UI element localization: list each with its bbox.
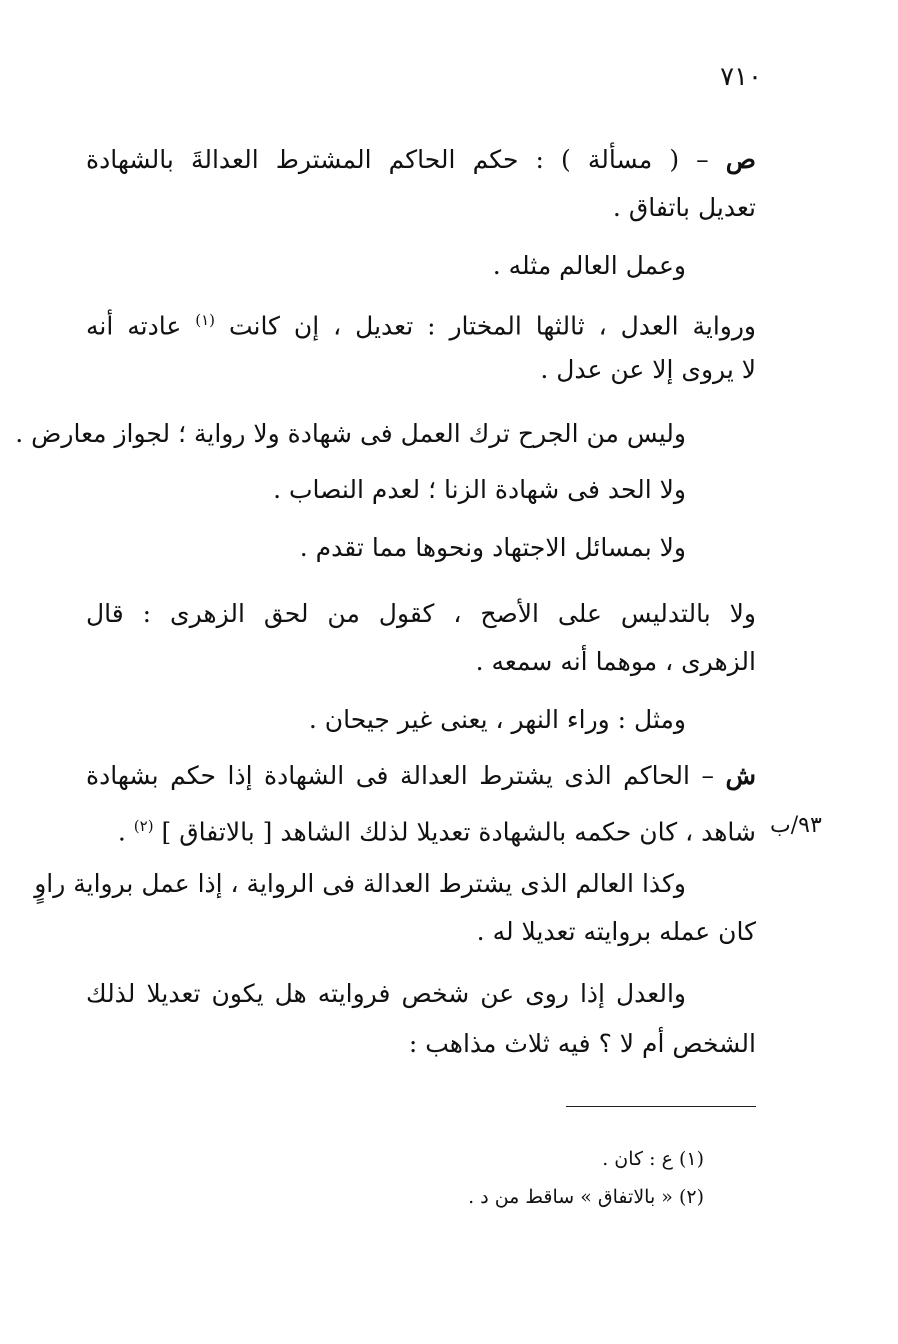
footnote-1: (١) ع : كان . (602, 1148, 704, 1170)
paragraph-3-line-1 (86, 300, 756, 346)
folio-margin-note: ٩٣/ب (770, 813, 822, 838)
footnote-divider (566, 1106, 756, 1107)
paragraph-1-line-2: تعديل باتفاق . (612, 193, 756, 222)
paragraph-7-line-2: الزهرى ، موهما أنه سمعه . (475, 647, 756, 676)
paragraph-5-line-1: ولا الحد فى شهادة الزنا ؛ لعدم النصاب . (273, 475, 686, 504)
paragraph-7-line-1: ولا بالتدليس على الأصح ، كقول من لحق الزهرى : قال (86, 599, 756, 628)
paragraph-6-line-1: ولا بمسائل الاجتهاد ونحوها مما تقدم . (299, 533, 686, 562)
paragraph-4-line-1: وليس من الجرح ترك العمل فى شهادة ولا رواية ؛ لجواز معارض . (15, 419, 686, 448)
paragraph-8-line-1: ومثل : وراء النهر ، يعنى غير جيحان . (308, 705, 686, 734)
paragraph-3-text-after: عادته أنه (86, 311, 182, 341)
matn-label: ص (725, 145, 756, 174)
paragraph-9-text-after: . (117, 817, 126, 847)
paragraph-2-line-1: وعمل العالم مثله . (492, 251, 686, 280)
footnote-ref-1: (١) (195, 311, 215, 329)
footnote-2: (٢) « بالاتفاق » ساقط من د . (468, 1186, 704, 1208)
paragraph-3-line-2: لا يروى إلا عن عدل . (540, 355, 756, 384)
sharh-label: ش (725, 761, 756, 790)
paragraph-10-line-2: كان عمله بروايته تعديلا له . (476, 917, 756, 946)
paragraph-9-line-1 (86, 756, 756, 796)
paragraph-9-text: – الحاكم الذى يشترط العدالة فى الشهادة إذا حكم بشهادة (86, 761, 714, 790)
paragraph-3-text-before: ورواية العدل ، ثالثها المختار : تعديل ، إن كانت (228, 311, 756, 341)
paragraph-9-line-2 (118, 806, 756, 852)
paragraph-11-line-2: الشخص أم لا ؟ فيه ثلاث مذاهب : (408, 1029, 756, 1058)
paragraph-9-text-before: شاهد ، كان حكمه بالشهادة تعديلا لذلك الشاهد [ بالاتفاق ] (161, 817, 756, 847)
paragraph-11-line-1: والعدل إذا روى عن شخص فروايته هل يكون تعديلا لذلك (86, 979, 686, 1008)
page-number: ٧١٠ (720, 62, 762, 92)
paragraph-1-line-1 (86, 140, 756, 180)
paragraph-1-text: – ( مسألة ) : حكم الحاكم المشترط العدالةَ بالشهادة (86, 145, 709, 174)
footnote-ref-2: (٢) (133, 817, 154, 835)
paragraph-10-line-1: وكذا العالم الذى يشترط العدالة فى الرواية ، إذا عمل برواية راوٍ (34, 869, 686, 898)
